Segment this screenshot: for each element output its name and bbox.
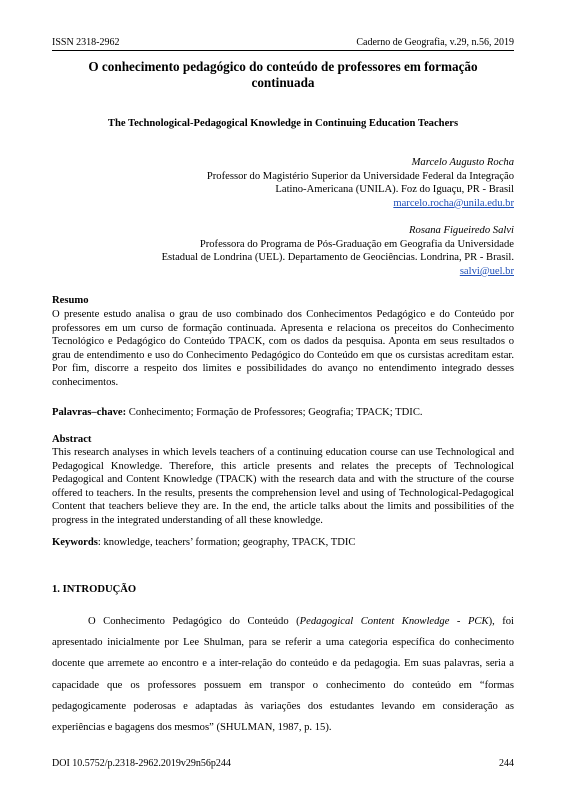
intro-text: O Conhecimento Pedagógico do Conteúdo ( <box>88 616 300 627</box>
section-heading: 1. INTRODUÇÃO <box>52 584 137 595</box>
keywords <box>52 536 514 550</box>
author-affiliation: Latino-Americana (UNILA). Foz do Iguaçu, PR - Brasil <box>275 184 514 196</box>
author-affiliation: Professora do Programa de Pós-Graduação em Geografia da Universidade <box>199 238 514 250</box>
paper-title-line2: continuada <box>251 75 315 90</box>
author-email-link[interactable]: salvi@uel.br <box>459 265 514 277</box>
doi-label: DOI 10.5752/p.2318-2962.2019v29n56p244 <box>52 758 231 769</box>
paper-title-line1: O conhecimento pedagógico do conteúdo de professores em formação <box>88 59 478 74</box>
paper-title-english: The Technological-Pedagogical Knowledge in Continuing Education Teachers <box>107 118 459 129</box>
author-block-1 <box>52 156 514 210</box>
author-name: Rosana Figueiredo Salvi <box>409 225 514 236</box>
resumo-text: O presente estudo analisa o grau de uso combinado dos Conhecimentos Pedagógico e do Conteúdo por professores em um curso de formação continuada. Apresenta e relaciona os preceitos do Conhecimento Tecnológico e Pedagógico do Conteúdo TPACK, com os dados da pesquisa. Aponta em seus resultados o grau de entendimento e uso do Conhecimento Pedagógico do Conteúdo em que os cursistas acreditam estar. Por fim, discorre a respeito dos limites e possibilidades do avanço no entendimento integrado desses conhecimentos. <box>52 309 514 388</box>
author-name: Marcelo Augusto Rocha <box>411 157 514 168</box>
author-email-link[interactable]: marcelo.rocha@unila.edu.br <box>393 197 514 209</box>
abstract-text: This research analyses in which levels teachers of a continuing education course can use Technological and Pedagogical Knowledge. Therefore, this article presents and relates the precepts of Technological Pedagogical and Content Knowledge (TPACK) with the research data and with the structure of the course offered to teachers. In the results, presents the comprehension level and using of Technological-Pedagogical Content that teachers believe they are. In the end, the article talks about the limits and possibilities of the progress in the integrated understanding of all these knowledge. <box>52 447 514 526</box>
intro-text: ), foi apresentado inicialmente por Lee Shulman, para se referir a uma categoria específica do conhecimento docente que arremete ao encontro e a inter-relação do conteúdo e da pedagogia. Em suas palavras, seria a capacidade que os professores possuem em transpor o conhecimento do conteúdo em “formas pedagogicamente poderosas e adaptadas às variações dos estudantes levando em consideração as experiências e bagagens dos mesmos” (SHULMAN, 1987, p. 15). <box>52 616 515 734</box>
palavras-chave-text: Conhecimento; Formação de Professores; Geografia; TPACK; TDIC. <box>126 407 423 418</box>
resumo-heading: Resumo <box>52 295 89 306</box>
palavras-chave-label: Palavras–chave: <box>52 407 127 418</box>
page-number: 244 <box>499 758 514 769</box>
intro-paragraph <box>52 611 514 738</box>
author-block-2 <box>52 224 514 278</box>
keywords-label: Keywords <box>52 537 98 548</box>
issn-label: ISSN 2318-2962 <box>52 37 120 48</box>
palavras-chave <box>52 406 514 420</box>
abstract-heading: Abstract <box>52 434 92 445</box>
header-rule <box>52 50 514 51</box>
keywords-text: : knowledge, teachers’ formation; geography, TPACK, TDIC <box>97 537 356 548</box>
journal-citation: Caderno de Geografia, v.29, n.56, 2019 <box>356 37 514 48</box>
author-affiliation: Estadual de Londrina (UEL). Departamento de Geociências. Londrina, PR - Brasil. <box>161 252 514 264</box>
paper-title <box>52 59 514 91</box>
intro-italic-term: Pedagogical Content Knowledge - PCK <box>299 616 489 627</box>
author-affiliation: Professor do Magistério Superior da Universidade Federal da Integração <box>206 170 514 182</box>
